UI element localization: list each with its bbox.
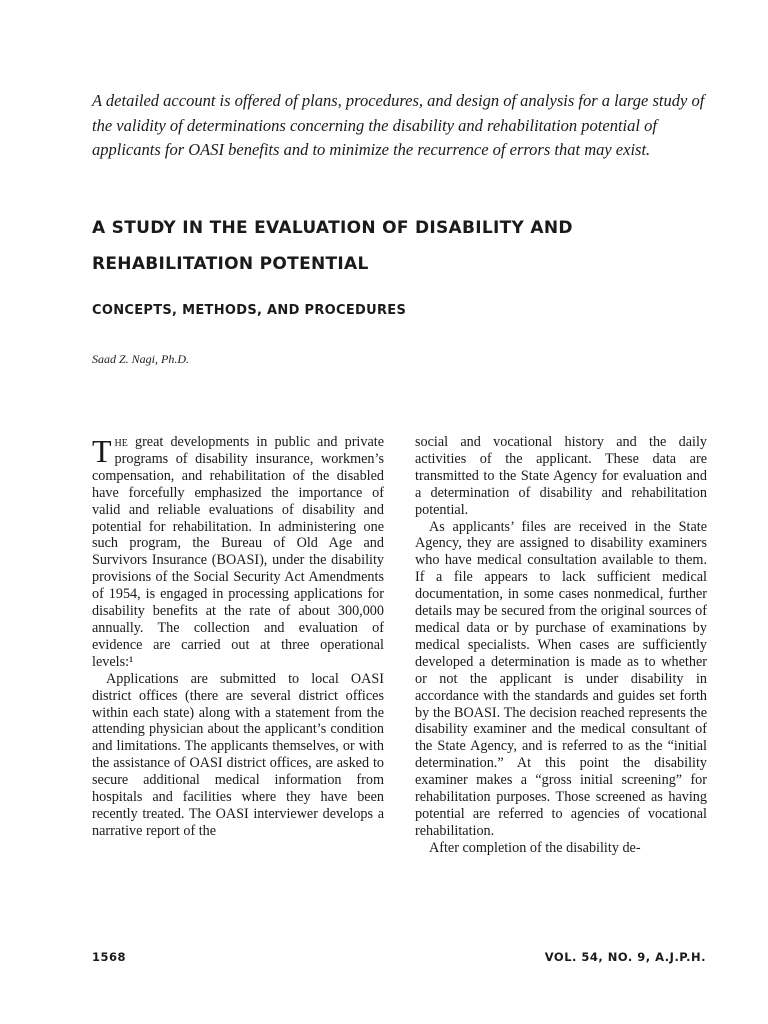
drop-cap: T (92, 433, 112, 469)
article-title: A STUDY IN THE EVALUATION OF DISABILITY AND REHABILITATION POTENTIAL (92, 218, 573, 274)
paragraph: Applications are submitted to local OASI district offices (there are several district offices within each state) along with a statement from the attending physician about the applicant’s condition and limitations. The applicants themselves, or with the assistance of OASI district offices, are asked to secure additional medical information from hospitals and facilities where they have been recently treated. The OASI interviewer develops a narrative report of the (92, 670, 384, 839)
journal-reference: VOL. 54, NO. 9, A.J.P.H. (544, 950, 706, 964)
body-column-right (415, 434, 707, 857)
paragraph-text: great developments in public and private programs of disability insurance, workmen’s compensation, and rehabilitation of the disabled have forcefully emphasized the importance of valid and reliable evaluations of disability and potential for rehabilitation. In administering one such program, the Bureau of Old Age and Survivors Insurance (BOASI), under the disability provisions of the Social Security Act Amendments of 1954, is engaged in processing applications for disability benefits at the rate of about 300,000 annually. The collection and evaluation of evidence are carried out at three operational levels:¹ (92, 434, 384, 670)
article-subtitle: CONCEPTS, METHODS, AND PROCEDURES (92, 303, 407, 318)
paragraph: After completion of the disability de- (429, 839, 641, 856)
small-caps-lead: he (114, 434, 128, 450)
page-number: 1568 (92, 950, 127, 964)
paragraph (92, 434, 384, 671)
paragraph: As applicants’ files are received in the State Agency, they are assigned to disability examiners who have medical consultation available to them. If a file appears to lack sufficient medical documentation, in some cases nonmedical, further details may be secured from the original sources of medical data or by purchase of examinations by medical specialists. When cases are sufficiently developed a determination is made as to whether or not the applicant is under disability in accordance with the standards and guides set forth by the BOASI. The decision reached represents the disability examiner and the medical consultant of the State Agency, and is referred to as the “initial determination.” At this point the disability examiner makes a “gross initial screening” for rehabilitation purposes. Those screened as having potential are referred to agencies of vocational rehabilitation. (415, 518, 707, 839)
author-byline: Saad Z. Nagi, Ph.D. (92, 352, 190, 366)
body-column-left (92, 434, 384, 840)
abstract: A detailed account is offered of plans, procedures, and design of analysis for a large study of the validity of determinations concerning the disability and rehabilitation potential of applicants for OASI benefits and to minimize the recurrence of errors that may exist. (92, 91, 705, 159)
paragraph: social and vocational history and the daily activities of the applicant. These data are transmitted to the State Agency for evaluation and a determination of disability and rehabilitation potential. (415, 434, 707, 518)
